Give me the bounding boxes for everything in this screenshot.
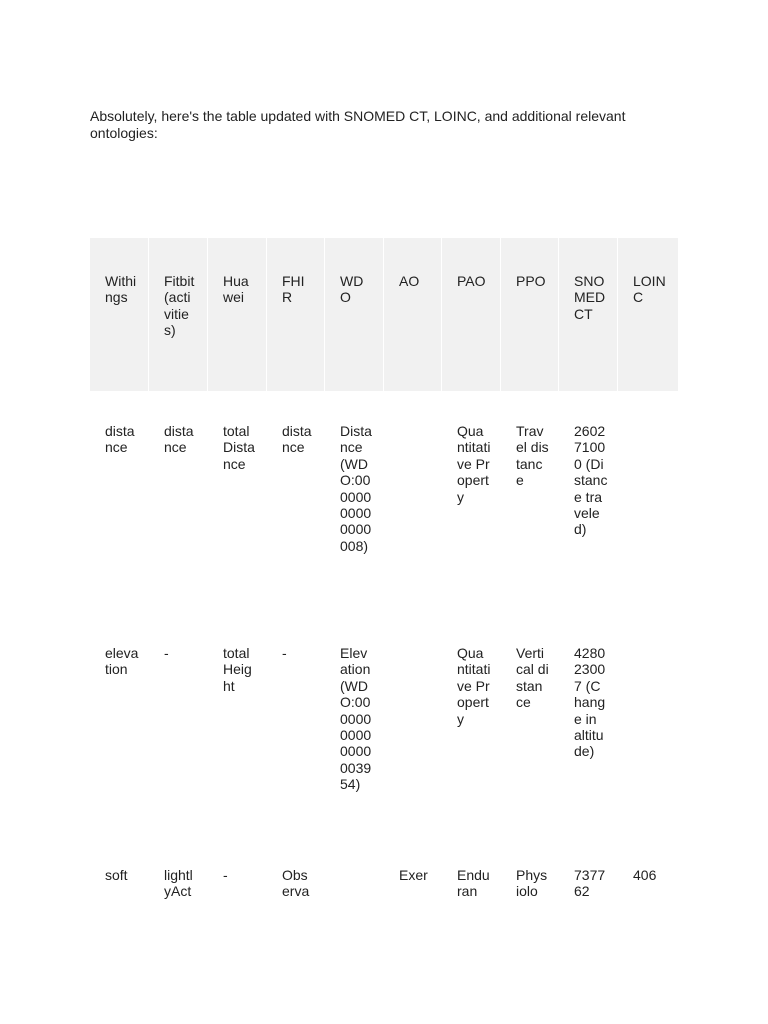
table-cell: 737762	[574, 867, 606, 900]
table-cell: Physiolo	[516, 867, 548, 900]
table-cell: 428023007 (Change in altitude)	[574, 645, 606, 760]
table-cell: -	[164, 645, 169, 661]
table-row	[90, 391, 678, 613]
table-cell: Exer	[399, 867, 428, 883]
table-cell: totalDistance	[223, 423, 255, 472]
header-loinc: LOINC	[618, 238, 678, 391]
table-cell: distance	[164, 423, 194, 456]
table-cell: 406	[633, 867, 657, 883]
table-cell: Enduran	[457, 867, 490, 900]
header-withings: Withings	[90, 238, 149, 391]
table-cell: Distance (WDO:00000000000000008)	[340, 423, 372, 554]
table-cell: soft	[105, 867, 128, 883]
table-cell: lightlyAct	[164, 867, 193, 900]
table-cell	[325, 835, 384, 927]
table-cell: distance	[105, 423, 135, 456]
table-cell: -	[223, 867, 228, 883]
header-pao: PAO	[442, 238, 501, 391]
table-cell: totalHeight	[223, 645, 252, 694]
table-cell	[384, 613, 442, 835]
table-cell: Travel distance	[516, 423, 549, 489]
table-cell: Quantitative Property	[457, 645, 491, 727]
header-fhir: FHIR	[267, 238, 325, 391]
header-huawei: Huawei	[208, 238, 267, 391]
table-cell: Elevation (WDO:00000000000000003954)	[340, 645, 372, 793]
table-cell: Quantitative Property	[457, 423, 491, 505]
table-header-row	[90, 238, 678, 391]
table-cell: -	[282, 645, 287, 661]
table-cell	[618, 391, 678, 613]
table-cell	[618, 613, 678, 835]
table-cell: Observa	[282, 867, 310, 900]
header-snomed-ct: SNOMED CT	[559, 238, 618, 391]
table-cell: 260271000 (Distance traveled)	[574, 423, 608, 538]
table-cell: Vertical distance	[516, 645, 549, 711]
header-ao: AO	[384, 238, 442, 391]
header-wdo: WDO	[325, 238, 384, 391]
table-cell	[384, 391, 442, 613]
table-cell: elevation	[105, 645, 139, 678]
header-ppo: PPO	[501, 238, 559, 391]
ontology-table	[90, 238, 678, 927]
table-row	[90, 835, 678, 927]
header-fitbit: Fitbit (activities)	[149, 238, 208, 391]
intro-text: Absolutely, here's the table updated with SNOMED CT, LOINC, and additional relevant ontologies:	[90, 108, 626, 141]
table-cell: distance	[282, 423, 312, 456]
table-row	[90, 613, 678, 835]
